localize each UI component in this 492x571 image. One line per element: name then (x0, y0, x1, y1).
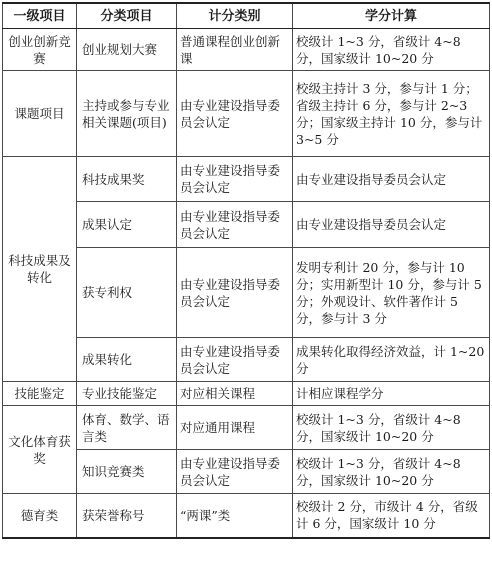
level1-cell: 德育类 (3, 494, 77, 538)
table-body (3, 29, 490, 538)
credit-table (2, 2, 490, 539)
calc-cell: 校级计 1~3 分，省级计 4~8 分，国家级计 10~20 分 (293, 406, 490, 450)
header-category: 分类项目 (77, 3, 177, 29)
category-cell: 成果转化 (77, 338, 177, 382)
table-row (3, 202, 490, 248)
category-cell: 知识竞赛类 (77, 450, 177, 494)
level1-cell: 文化体育获奖 (3, 406, 77, 494)
level1-cell: 科技成果及转化 (3, 157, 77, 382)
table-row (3, 71, 490, 157)
calc-cell: 计相应课程学分 (293, 382, 490, 406)
calc-cell: 校级计 1~3 分，省级计 4~8 分，国家级计 10~20 分 (293, 29, 490, 71)
table-row (3, 157, 490, 202)
calc-cell: 校级计 1~3 分，省级计 4~8 分，国家级计 10~20 分 (293, 450, 490, 494)
level1-cell: 创业创新竞赛 (3, 29, 77, 71)
category-cell: 获荣誉称号 (77, 494, 177, 538)
level1-cell: 技能鉴定 (3, 382, 77, 406)
basis-cell: 由专业建设指导委员会认定 (177, 202, 293, 248)
table-row (3, 382, 490, 406)
header-level1: 一级项目 (3, 3, 77, 29)
header-credit-calc: 学分计算 (293, 3, 490, 29)
table-row (3, 450, 490, 494)
level1-cell: 课题项目 (3, 71, 77, 157)
calc-cell: 发明专利计 20 分，参与计 10 分；实用新型计 10 分，参与计 5 分；外观设计、软件著作计 5 分，参与计 3 分 (293, 248, 490, 338)
category-cell: 科技成果奖 (77, 157, 177, 202)
category-cell: 主持或参与专业相关课题(项目) (77, 71, 177, 157)
table-row (3, 494, 490, 538)
table-row (3, 406, 490, 450)
basis-cell: 对应相关课程 (177, 382, 293, 406)
basis-cell: 由专业建设指导委员会认定 (177, 248, 293, 338)
table-header (3, 3, 490, 29)
calc-cell: 成果转化取得经济效益，计 1~20 分 (293, 338, 490, 382)
category-cell: 体育、数学、语言类 (77, 406, 177, 450)
calc-cell: 由专业建设指导委员会认定 (293, 202, 490, 248)
category-cell: 成果认定 (77, 202, 177, 248)
category-cell: 创业规划大赛 (77, 29, 177, 71)
category-cell: 专业技能鉴定 (77, 382, 177, 406)
calc-cell: 由专业建设指导委员会认定 (293, 157, 490, 202)
basis-cell: 对应通用课程 (177, 406, 293, 450)
basis-cell: 由专业建设指导委员会认定 (177, 450, 293, 494)
category-cell: 获专利权 (77, 248, 177, 338)
calc-cell: 校级计 2 分，市级计 4 分，省级计 6 分，国家级计 10 分 (293, 494, 490, 538)
basis-cell: 由专业建设指导委员会认定 (177, 71, 293, 157)
header-row (3, 3, 490, 29)
calc-cell: 校级主持计 3 分，参与计 1 分；省级主持计 6 分，参与计 2~3 分；国家级主持计 10 分，参与计 3~5 分 (293, 71, 490, 157)
table-row (3, 29, 490, 71)
basis-cell: 普通课程创业创新课 (177, 29, 293, 71)
header-scoring-type: 计分类别 (177, 3, 293, 29)
table-row (3, 248, 490, 338)
basis-cell: 由专业建设指导委员会认定 (177, 338, 293, 382)
table-row (3, 338, 490, 382)
basis-cell: “两课”类 (177, 494, 293, 538)
basis-cell: 由专业建设指导委员会认定 (177, 157, 293, 202)
